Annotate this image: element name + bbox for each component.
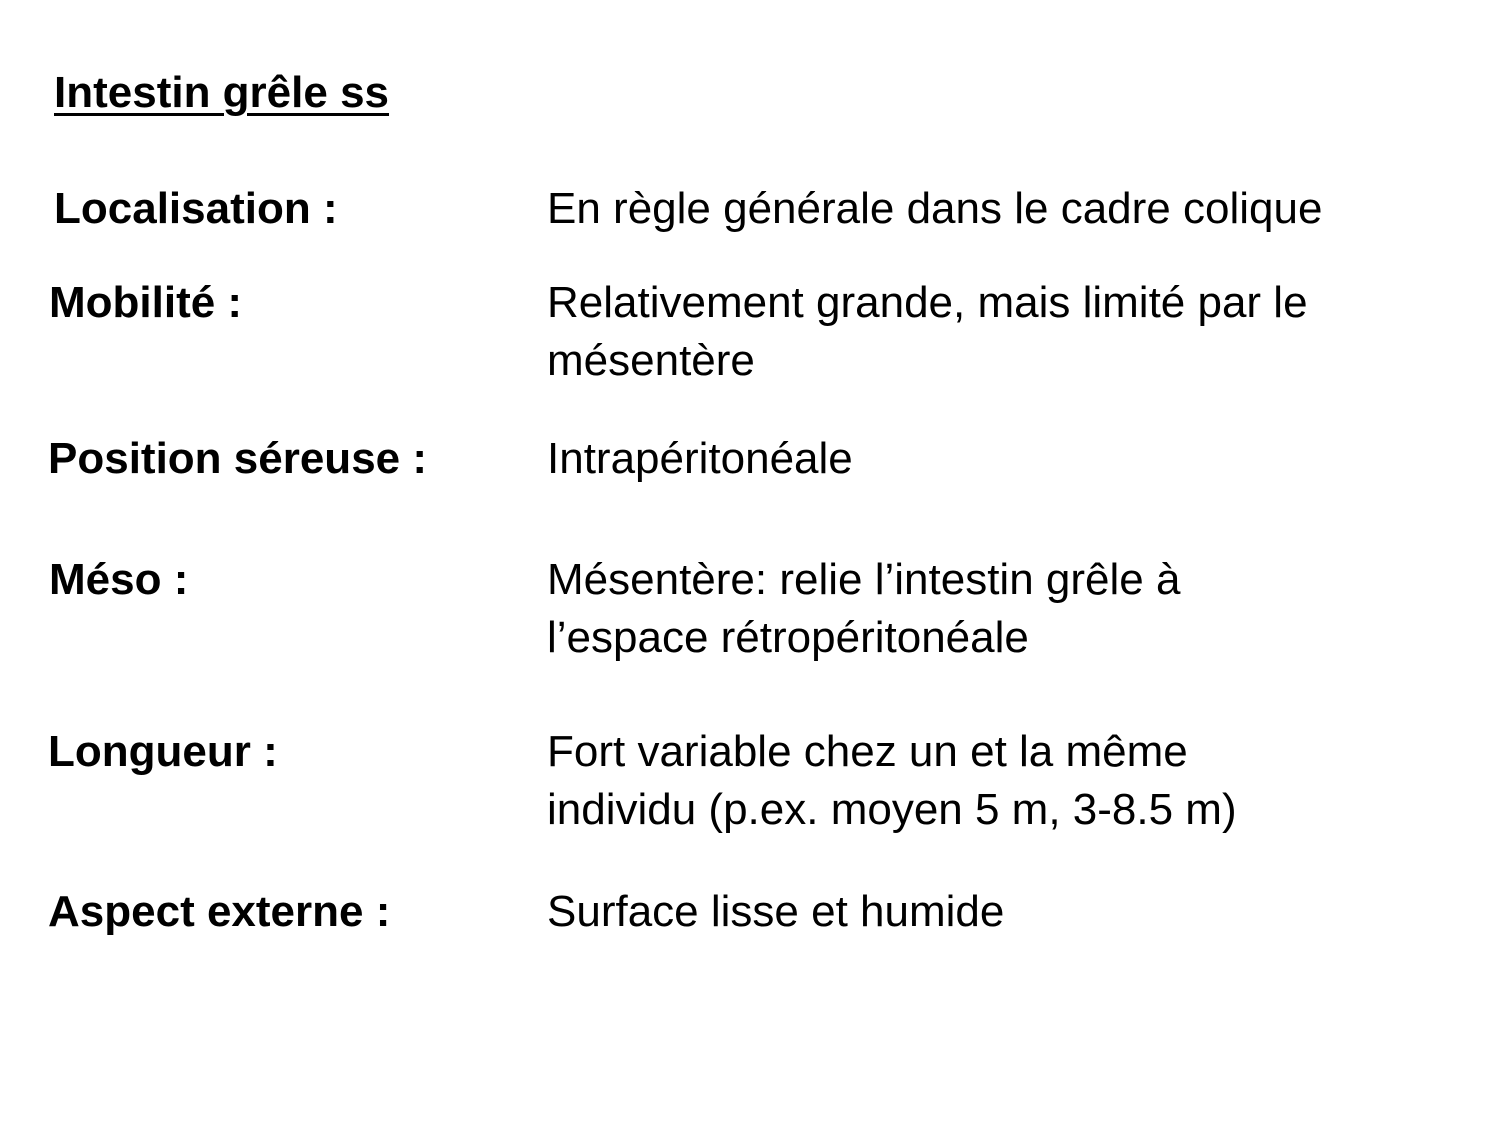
row-label: Mobilité :	[49, 278, 243, 327]
row-value-line: mésentère	[547, 336, 755, 385]
row-value-line: Intrapéritonéale	[547, 434, 853, 483]
row-value-line: Surface lisse et humide	[547, 887, 1005, 936]
row-value-line: Relativement grande, mais limité par le	[547, 278, 1308, 327]
row-value	[547, 883, 1477, 941]
slide-title: Intestin grêle ss	[54, 68, 390, 117]
row-label: Localisation :	[54, 184, 338, 233]
row-value	[547, 430, 1477, 488]
row-value-line: l’espace rétropéritonéale	[547, 613, 1029, 662]
row-label: Aspect externe :	[48, 887, 391, 936]
row-value-line: En règle générale dans le cadre colique	[547, 184, 1323, 233]
row-value	[547, 180, 1477, 238]
row-value-line: Mésentère: relie l’intestin grêle à	[547, 555, 1181, 604]
row-value	[547, 551, 1477, 667]
row-label: Longueur :	[48, 727, 278, 776]
row-label: Méso :	[49, 555, 189, 604]
row-value	[547, 723, 1477, 839]
row-value	[547, 274, 1477, 390]
row-value-line: individu (p.ex. moyen 5 m, 3-8.5 m)	[547, 785, 1237, 834]
row-value-line: Fort variable chez un et la même	[547, 727, 1188, 776]
row-label: Position séreuse :	[48, 434, 428, 483]
